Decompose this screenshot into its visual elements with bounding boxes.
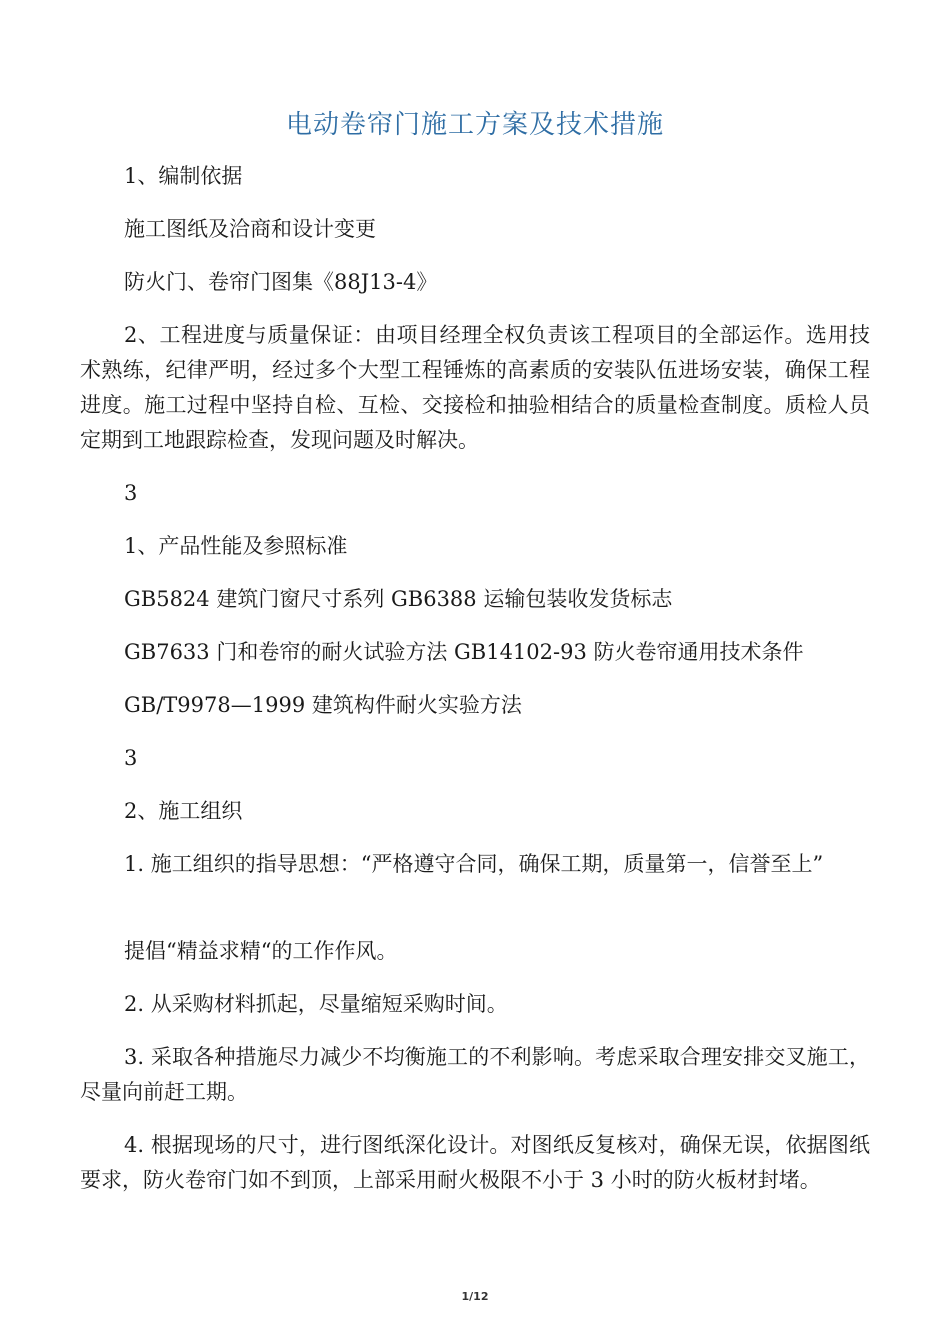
standard-line-3: GB/T9978—1999 建筑构件耐火实验方法: [124, 693, 522, 717]
standard-line-1: GB5824 建筑门窗尺寸系列 GB6388 运输包装收发货标志: [124, 587, 673, 611]
document-title: 电动卷帘门施工方案及技术措施: [285, 110, 664, 140]
paragraph-work-style: 提倡“精益求精“的工作作风。: [124, 939, 398, 963]
section-number-2: 3: [124, 746, 138, 770]
paragraph-deepening-design: 4. 根据现场的尺寸，进行图纸深化设计。对图纸反复核对，确保无误，依据图纸要求，防火卷帘门如不到顶，上部采用耐火极限不小于 3 小时的防火板材封堵。: [80, 1133, 870, 1192]
section-heading-standards: 1、产品性能及参照标准: [124, 534, 348, 558]
paragraph-progress-quality: 2、工程进度与质量保证：由项目经理全权负责该工程项目的全部运作。选用技术熟练，纪律严明，经过多个大型工程锤炼的高素质的安装队伍进场安装，确保工程进度。施工过程中坚持自检、互检、交接检和抽验相结合的质量检查制度。质检人员定期到工地跟踪检查，发现问题及时解决。: [80, 323, 870, 452]
paragraph-atlas: 防火门、卷帘门图集《88J13-4》: [124, 270, 438, 294]
section-heading-organization: 2、施工组织: [124, 799, 243, 823]
paragraph-guiding-idea: 1. 施工组织的指导思想：“严格遵守合同，确保工期，质量第一，信誉至上”: [124, 852, 824, 876]
page-number: 1/12: [461, 1290, 489, 1303]
section-number: 3: [124, 481, 138, 505]
paragraph-balance: 3. 采取各种措施尽力减少不均衡施工的不利影响。考虑采取合理安排交叉施工，尽量向前赶工期。: [80, 1045, 870, 1104]
paragraph-drawings: 施工图纸及洽商和设计变更: [124, 217, 376, 241]
section-heading-basis: 1、编制依据: [124, 164, 243, 188]
paragraph-procurement: 2. 从采购材料抓起，尽量缩短采购时间。: [124, 992, 508, 1016]
standard-line-2: GB7633 门和卷帘的耐火试验方法 GB14102-93 防火卷帘通用技术条件: [124, 640, 804, 664]
